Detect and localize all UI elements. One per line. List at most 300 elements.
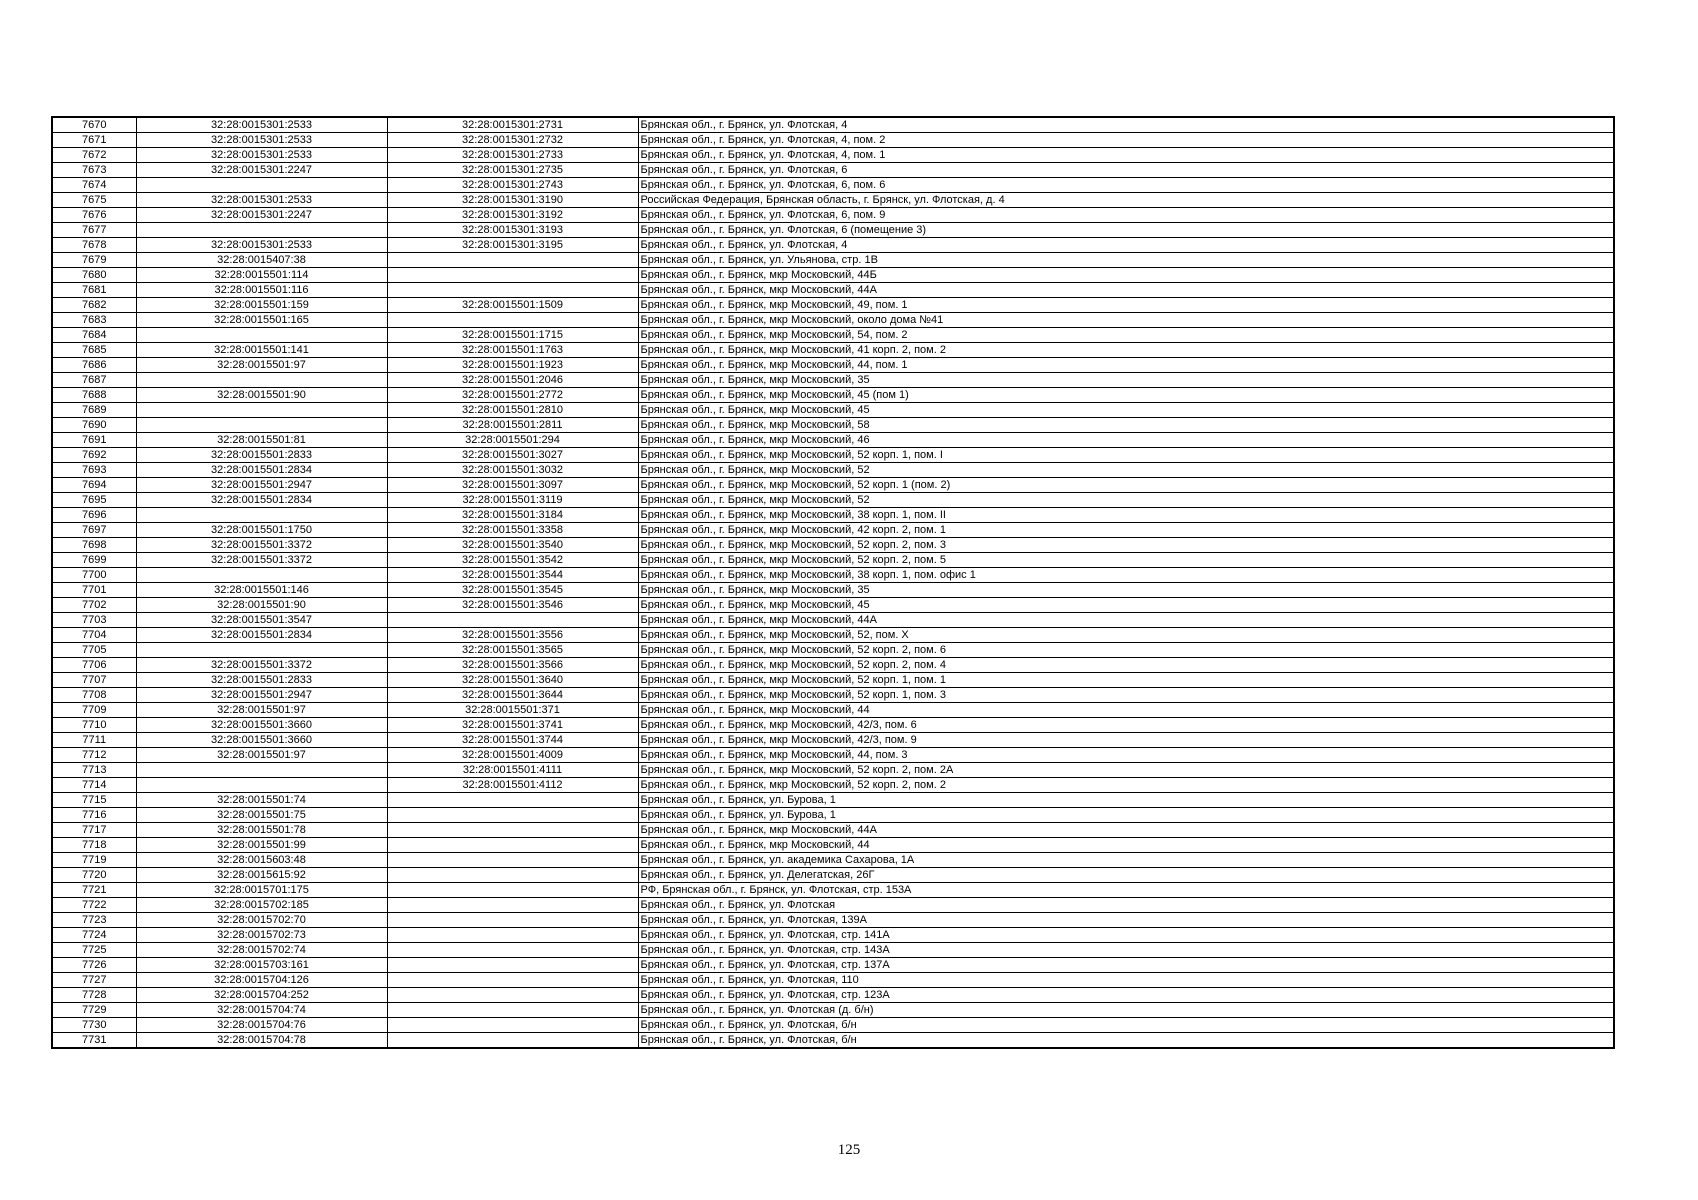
address-cell: Брянская обл., г. Брянск, мкр Московский, 44: [638, 838, 1614, 853]
table-row: [52, 928, 1614, 943]
land-cadastral-number-cell: 32:28:0015704:78: [136, 1033, 387, 1049]
object-cadastral-number-cell: [387, 898, 638, 913]
row-number-cell: 7702: [52, 598, 136, 613]
row-number-cell: 7699: [52, 553, 136, 568]
object-cadastral-number-cell: 32:28:0015501:4111: [387, 763, 638, 778]
row-number-cell: 7710: [52, 718, 136, 733]
table-row: [52, 988, 1614, 1003]
row-number-cell: 7672: [52, 148, 136, 163]
address-cell: Брянская обл., г. Брянск, ул. Флотская, 6 (помещение 3): [638, 223, 1614, 238]
row-number-cell: 7717: [52, 823, 136, 838]
address-cell: Брянская обл., г. Брянск, мкр Московский, 52 корп. 2, пом. 4: [638, 658, 1614, 673]
row-number-cell: 7690: [52, 418, 136, 433]
table-row: [52, 178, 1614, 193]
land-cadastral-number-cell: 32:28:0015501:90: [136, 598, 387, 613]
object-cadastral-number-cell: [387, 283, 638, 298]
land-cadastral-number-cell: 32:28:0015501:90: [136, 388, 387, 403]
table-row: [52, 703, 1614, 718]
land-cadastral-number-cell: 32:28:0015501:2833: [136, 673, 387, 688]
land-cadastral-number-cell: 32:28:0015501:3660: [136, 733, 387, 748]
object-cadastral-number-cell: [387, 1003, 638, 1018]
land-cadastral-number-cell: 32:28:0015501:74: [136, 793, 387, 808]
row-number-cell: 7694: [52, 478, 136, 493]
table-row: [52, 493, 1614, 508]
address-cell: Брянская обл., г. Брянск, ул. Флотская, б/н: [638, 1018, 1614, 1033]
row-number-cell: 7680: [52, 268, 136, 283]
table-row: [52, 298, 1614, 313]
table-row: [52, 688, 1614, 703]
land-cadastral-number-cell: 32:28:0015501:3372: [136, 658, 387, 673]
registry-table: [51, 116, 1615, 1049]
address-cell: Брянская обл., г. Брянск, мкр Московский, 46: [638, 433, 1614, 448]
table-row: [52, 133, 1614, 148]
table-row: [52, 208, 1614, 223]
land-cadastral-number-cell: 32:28:0015702:73: [136, 928, 387, 943]
address-cell: Брянская обл., г. Брянск, ул. Флотская, стр. 137А: [638, 958, 1614, 973]
row-number-cell: 7682: [52, 298, 136, 313]
table-row: [52, 658, 1614, 673]
table-row: [52, 943, 1614, 958]
address-cell: Брянская обл., г. Брянск, ул. Флотская, стр. 141А: [638, 928, 1614, 943]
table-row: [52, 538, 1614, 553]
land-cadastral-number-cell: 32:28:0015501:78: [136, 823, 387, 838]
object-cadastral-number-cell: [387, 988, 638, 1003]
object-cadastral-number-cell: 32:28:0015301:3193: [387, 223, 638, 238]
land-cadastral-number-cell: [136, 643, 387, 658]
row-number-cell: 7696: [52, 508, 136, 523]
land-cadastral-number-cell: 32:28:0015501:3372: [136, 538, 387, 553]
object-cadastral-number-cell: [387, 793, 638, 808]
table-row: [52, 1033, 1614, 1049]
table-row: [52, 358, 1614, 373]
row-number-cell: 7714: [52, 778, 136, 793]
land-cadastral-number-cell: 32:28:0015704:252: [136, 988, 387, 1003]
table-row: [52, 883, 1614, 898]
object-cadastral-number-cell: 32:28:0015501:3358: [387, 523, 638, 538]
land-cadastral-number-cell: [136, 403, 387, 418]
object-cadastral-number-cell: 32:28:0015501:3545: [387, 583, 638, 598]
object-cadastral-number-cell: 32:28:0015301:2732: [387, 133, 638, 148]
land-cadastral-number-cell: 32:28:0015702:185: [136, 898, 387, 913]
land-cadastral-number-cell: 32:28:0015501:141: [136, 343, 387, 358]
address-cell: Брянская обл., г. Брянск, мкр Московский, 52 корп. 2, пом. 6: [638, 643, 1614, 658]
object-cadastral-number-cell: 32:28:0015501:3184: [387, 508, 638, 523]
land-cadastral-number-cell: [136, 223, 387, 238]
row-number-cell: 7701: [52, 583, 136, 598]
land-cadastral-number-cell: 32:28:0015301:2247: [136, 208, 387, 223]
table-row: [52, 853, 1614, 868]
address-cell: Брянская обл., г. Брянск, мкр Московский, 52 корп. 2, пом. 2А: [638, 763, 1614, 778]
land-cadastral-number-cell: 32:28:0015501:159: [136, 298, 387, 313]
address-cell: Брянская обл., г. Брянск, мкр Московский, 52 корп. 1, пом. I: [638, 448, 1614, 463]
row-number-cell: 7708: [52, 688, 136, 703]
land-cadastral-number-cell: 32:28:0015501:146: [136, 583, 387, 598]
land-cadastral-number-cell: 32:28:0015501:165: [136, 313, 387, 328]
object-cadastral-number-cell: 32:28:0015501:1715: [387, 328, 638, 343]
row-number-cell: 7706: [52, 658, 136, 673]
object-cadastral-number-cell: [387, 958, 638, 973]
row-number-cell: 7687: [52, 373, 136, 388]
address-cell: Брянская обл., г. Брянск, ул. Флотская (д. б/н): [638, 1003, 1614, 1018]
address-cell: Брянская обл., г. Брянск, мкр Московский, 52: [638, 493, 1614, 508]
land-cadastral-number-cell: 32:28:0015501:2834: [136, 463, 387, 478]
row-number-cell: 7698: [52, 538, 136, 553]
land-cadastral-number-cell: 32:28:0015501:97: [136, 748, 387, 763]
table-row: [52, 868, 1614, 883]
land-cadastral-number-cell: 32:28:0015301:2533: [136, 148, 387, 163]
land-cadastral-number-cell: 32:28:0015501:3372: [136, 553, 387, 568]
row-number-cell: 7727: [52, 973, 136, 988]
object-cadastral-number-cell: 32:28:0015501:1923: [387, 358, 638, 373]
address-cell: Брянская обл., г. Брянск, мкр Московский, 44Б: [638, 268, 1614, 283]
page-number: 125: [837, 1142, 861, 1158]
address-cell: Брянская обл., г. Брянск, мкр Московский, около дома №41: [638, 313, 1614, 328]
address-cell: Брянская обл., г. Брянск, ул. Флотская, 139А: [638, 913, 1614, 928]
row-number-cell: 7678: [52, 238, 136, 253]
row-number-cell: 7729: [52, 1003, 136, 1018]
address-cell: Брянская обл., г. Брянск, мкр Московский, 44А: [638, 613, 1614, 628]
row-number-cell: 7671: [52, 133, 136, 148]
row-number-cell: 7703: [52, 613, 136, 628]
land-cadastral-number-cell: 32:28:0015702:70: [136, 913, 387, 928]
land-cadastral-number-cell: [136, 778, 387, 793]
land-cadastral-number-cell: 32:28:0015301:2247: [136, 163, 387, 178]
row-number-cell: 7709: [52, 703, 136, 718]
address-cell: Брянская обл., г. Брянск, ул. Бурова, 1: [638, 808, 1614, 823]
row-number-cell: 7674: [52, 178, 136, 193]
object-cadastral-number-cell: 32:28:0015501:4009: [387, 748, 638, 763]
row-number-cell: 7719: [52, 853, 136, 868]
row-number-cell: 7695: [52, 493, 136, 508]
address-cell: Брянская обл., г. Брянск, мкр Московский, 45: [638, 598, 1614, 613]
land-cadastral-number-cell: [136, 568, 387, 583]
address-cell: Брянская обл., г. Брянск, мкр Московский, 44, пом. 3: [638, 748, 1614, 763]
land-cadastral-number-cell: [136, 328, 387, 343]
table-row: [52, 778, 1614, 793]
row-number-cell: 7700: [52, 568, 136, 583]
table-row: [52, 913, 1614, 928]
address-cell: Брянская обл., г. Брянск, мкр Московский, 58: [638, 418, 1614, 433]
address-cell: Брянская обл., г. Брянск, мкр Московский, 54, пом. 2: [638, 328, 1614, 343]
row-number-cell: 7691: [52, 433, 136, 448]
object-cadastral-number-cell: [387, 853, 638, 868]
address-cell: Брянская обл., г. Брянск, мкр Московский, 52: [638, 463, 1614, 478]
address-cell: Брянская обл., г. Брянск, ул. Бурова, 1: [638, 793, 1614, 808]
address-cell: Брянская обл., г. Брянск, мкр Московский, 45 (пом 1): [638, 388, 1614, 403]
address-cell: Брянская обл., г. Брянск, мкр Московский, 52, пом. X: [638, 628, 1614, 643]
row-number-cell: 7715: [52, 793, 136, 808]
table-row: [52, 508, 1614, 523]
land-cadastral-number-cell: 32:28:0015501:99: [136, 838, 387, 853]
object-cadastral-number-cell: 32:28:0015501:2811: [387, 418, 638, 433]
row-number-cell: 7728: [52, 988, 136, 1003]
object-cadastral-number-cell: 32:28:0015501:3556: [387, 628, 638, 643]
row-number-cell: 7670: [52, 117, 136, 133]
table-row: [52, 328, 1614, 343]
table-row: [52, 238, 1614, 253]
row-number-cell: 7689: [52, 403, 136, 418]
land-cadastral-number-cell: 32:28:0015704:76: [136, 1018, 387, 1033]
table-row: [52, 763, 1614, 778]
land-cadastral-number-cell: 32:28:0015407:38: [136, 253, 387, 268]
object-cadastral-number-cell: [387, 928, 638, 943]
row-number-cell: 7711: [52, 733, 136, 748]
row-number-cell: 7724: [52, 928, 136, 943]
object-cadastral-number-cell: [387, 313, 638, 328]
address-cell: Брянская обл., г. Брянск, мкр Московский, 38 корп. 1, пом. II: [638, 508, 1614, 523]
row-number-cell: 7681: [52, 283, 136, 298]
land-cadastral-number-cell: 32:28:0015501:2947: [136, 478, 387, 493]
address-cell: Брянская обл., г. Брянск, мкр Московский, 52 корп. 2, пом. 3: [638, 538, 1614, 553]
object-cadastral-number-cell: 32:28:0015501:3032: [387, 463, 638, 478]
table-row: [52, 193, 1614, 208]
object-cadastral-number-cell: 32:28:0015501:2772: [387, 388, 638, 403]
address-cell: Брянская обл., г. Брянск, мкр Московский, 35: [638, 583, 1614, 598]
object-cadastral-number-cell: 32:28:0015501:371: [387, 703, 638, 718]
land-cadastral-number-cell: 32:28:0015702:74: [136, 943, 387, 958]
land-cadastral-number-cell: [136, 418, 387, 433]
object-cadastral-number-cell: 32:28:0015301:2735: [387, 163, 638, 178]
address-cell: Российская Федерация, Брянская область, г. Брянск, ул. Флотская, д. 4: [638, 193, 1614, 208]
table-row: [52, 553, 1614, 568]
object-cadastral-number-cell: [387, 943, 638, 958]
object-cadastral-number-cell: 32:28:0015501:2046: [387, 373, 638, 388]
row-number-cell: 7707: [52, 673, 136, 688]
table-row: [52, 283, 1614, 298]
address-cell: Брянская обл., г. Брянск, мкр Московский, 52 корп. 1 (пом. 2): [638, 478, 1614, 493]
table-row: [52, 898, 1614, 913]
object-cadastral-number-cell: [387, 973, 638, 988]
address-cell: Брянская обл., г. Брянск, мкр Московский, 42 корп. 2, пом. 1: [638, 523, 1614, 538]
row-number-cell: 7693: [52, 463, 136, 478]
table-row: [52, 613, 1614, 628]
table-row: [52, 628, 1614, 643]
table-row: [52, 808, 1614, 823]
table-row: [52, 418, 1614, 433]
row-number-cell: 7712: [52, 748, 136, 763]
address-cell: Брянская обл., г. Брянск, ул. Флотская: [638, 898, 1614, 913]
land-cadastral-number-cell: 32:28:0015603:48: [136, 853, 387, 868]
address-cell: Брянская обл., г. Брянск, мкр Московский, 42/3, пом. 6: [638, 718, 1614, 733]
land-cadastral-number-cell: 32:28:0015615:92: [136, 868, 387, 883]
address-cell: Брянская обл., г. Брянск, ул. Флотская, 6, пом. 6: [638, 178, 1614, 193]
object-cadastral-number-cell: 32:28:0015501:1509: [387, 298, 638, 313]
land-cadastral-number-cell: 32:28:0015501:2834: [136, 493, 387, 508]
address-cell: Брянская обл., г. Брянск, мкр Московский, 35: [638, 373, 1614, 388]
address-cell: Брянская обл., г. Брянск, ул. Флотская, 4: [638, 117, 1614, 133]
object-cadastral-number-cell: [387, 1033, 638, 1049]
land-cadastral-number-cell: [136, 508, 387, 523]
land-cadastral-number-cell: 32:28:0015703:161: [136, 958, 387, 973]
object-cadastral-number-cell: [387, 253, 638, 268]
address-cell: РФ, Брянская обл., г. Брянск, ул. Флотская, стр. 153А: [638, 883, 1614, 898]
address-cell: Брянская обл., г. Брянск, мкр Московский, 41 корп. 2, пом. 2: [638, 343, 1614, 358]
table-row: [52, 793, 1614, 808]
land-cadastral-number-cell: 32:28:0015704:126: [136, 973, 387, 988]
table-row: [52, 388, 1614, 403]
land-cadastral-number-cell: 32:28:0015501:97: [136, 358, 387, 373]
land-cadastral-number-cell: 32:28:0015301:2533: [136, 133, 387, 148]
object-cadastral-number-cell: 32:28:0015501:3565: [387, 643, 638, 658]
land-cadastral-number-cell: [136, 178, 387, 193]
object-cadastral-number-cell: 32:28:0015301:2731: [387, 117, 638, 133]
object-cadastral-number-cell: 32:28:0015501:3640: [387, 673, 638, 688]
land-cadastral-number-cell: 32:28:0015501:3660: [136, 718, 387, 733]
row-number-cell: 7716: [52, 808, 136, 823]
row-number-cell: 7675: [52, 193, 136, 208]
object-cadastral-number-cell: [387, 868, 638, 883]
land-cadastral-number-cell: 32:28:0015501:2834: [136, 628, 387, 643]
table-body: [52, 117, 1614, 1048]
row-number-cell: 7713: [52, 763, 136, 778]
row-number-cell: 7722: [52, 898, 136, 913]
land-cadastral-number-cell: 32:28:0015501:2833: [136, 448, 387, 463]
table-row: [52, 958, 1614, 973]
object-cadastral-number-cell: 32:28:0015501:2810: [387, 403, 638, 418]
address-cell: Брянская обл., г. Брянск, ул. Флотская, стр. 143А: [638, 943, 1614, 958]
row-number-cell: 7686: [52, 358, 136, 373]
address-cell: Брянская обл., г. Брянск, мкр Московский, 45: [638, 403, 1614, 418]
object-cadastral-number-cell: 32:28:0015501:3027: [387, 448, 638, 463]
object-cadastral-number-cell: 32:28:0015501:3546: [387, 598, 638, 613]
table-row: [52, 1018, 1614, 1033]
row-number-cell: 7730: [52, 1018, 136, 1033]
address-cell: Брянская обл., г. Брянск, ул. Ульянова, стр. 1В: [638, 253, 1614, 268]
object-cadastral-number-cell: 32:28:0015301:3190: [387, 193, 638, 208]
table-row: [52, 598, 1614, 613]
table-row: [52, 373, 1614, 388]
land-cadastral-number-cell: 32:28:0015501:2947: [136, 688, 387, 703]
row-number-cell: 7679: [52, 253, 136, 268]
table-row: [52, 568, 1614, 583]
object-cadastral-number-cell: [387, 823, 638, 838]
object-cadastral-number-cell: 32:28:0015301:2733: [387, 148, 638, 163]
row-number-cell: 7705: [52, 643, 136, 658]
table-row: [52, 748, 1614, 763]
address-cell: Брянская обл., г. Брянск, ул. Флотская, 110: [638, 973, 1614, 988]
row-number-cell: 7673: [52, 163, 136, 178]
land-cadastral-number-cell: 32:28:0015501:116: [136, 283, 387, 298]
table-row: [52, 1003, 1614, 1018]
land-cadastral-number-cell: 32:28:0015501:114: [136, 268, 387, 283]
land-cadastral-number-cell: 32:28:0015501:75: [136, 808, 387, 823]
table-row: [52, 253, 1614, 268]
address-cell: Брянская обл., г. Брянск, мкр Московский, 44А: [638, 283, 1614, 298]
address-cell: Брянская обл., г. Брянск, ул. Делегатская, 26Г: [638, 868, 1614, 883]
land-cadastral-number-cell: 32:28:0015501:97: [136, 703, 387, 718]
land-cadastral-number-cell: 32:28:0015301:2533: [136, 193, 387, 208]
object-cadastral-number-cell: 32:28:0015501:3644: [387, 688, 638, 703]
object-cadastral-number-cell: 32:28:0015501:3566: [387, 658, 638, 673]
address-cell: Брянская обл., г. Брянск, ул. Флотская, 4, пом. 2: [638, 133, 1614, 148]
address-cell: Брянская обл., г. Брянск, мкр Московский, 44А: [638, 823, 1614, 838]
table-row: [52, 448, 1614, 463]
address-cell: Брянская обл., г. Брянск, ул. академика Сахарова, 1А: [638, 853, 1614, 868]
table-row: [52, 463, 1614, 478]
row-number-cell: 7685: [52, 343, 136, 358]
address-cell: Брянская обл., г. Брянск, мкр Московский, 52 корп. 2, пом. 2: [638, 778, 1614, 793]
table-row: [52, 163, 1614, 178]
address-cell: Брянская обл., г. Брянск, ул. Флотская, стр. 123А: [638, 988, 1614, 1003]
table-row: [52, 117, 1614, 133]
object-cadastral-number-cell: 32:28:0015501:4112: [387, 778, 638, 793]
object-cadastral-number-cell: 32:28:0015501:3741: [387, 718, 638, 733]
row-number-cell: 7697: [52, 523, 136, 538]
table-row: [52, 403, 1614, 418]
object-cadastral-number-cell: 32:28:0015301:3195: [387, 238, 638, 253]
object-cadastral-number-cell: 32:28:0015501:3544: [387, 568, 638, 583]
address-cell: Брянская обл., г. Брянск, мкр Московский, 52 корп. 2, пом. 5: [638, 553, 1614, 568]
row-number-cell: 7725: [52, 943, 136, 958]
address-cell: Брянская обл., г. Брянск, ул. Флотская, 6: [638, 163, 1614, 178]
table-row: [52, 523, 1614, 538]
row-number-cell: 7726: [52, 958, 136, 973]
object-cadastral-number-cell: 32:28:0015301:3192: [387, 208, 638, 223]
object-cadastral-number-cell: [387, 838, 638, 853]
land-cadastral-number-cell: 32:28:0015501:3547: [136, 613, 387, 628]
row-number-cell: 7720: [52, 868, 136, 883]
row-number-cell: 7676: [52, 208, 136, 223]
object-cadastral-number-cell: [387, 883, 638, 898]
row-number-cell: 7684: [52, 328, 136, 343]
object-cadastral-number-cell: 32:28:0015501:3097: [387, 478, 638, 493]
object-cadastral-number-cell: 32:28:0015501:3542: [387, 553, 638, 568]
address-cell: Брянская обл., г. Брянск, мкр Московский, 49, пом. 1: [638, 298, 1614, 313]
address-cell: Брянская обл., г. Брянск, мкр Московский, 38 корп. 1, пом. офис 1: [638, 568, 1614, 583]
table-row: [52, 583, 1614, 598]
object-cadastral-number-cell: 32:28:0015501:3540: [387, 538, 638, 553]
address-cell: Брянская обл., г. Брянск, ул. Флотская, 6, пом. 9: [638, 208, 1614, 223]
address-cell: Брянская обл., г. Брянск, мкр Московский, 44: [638, 703, 1614, 718]
object-cadastral-number-cell: 32:28:0015501:294: [387, 433, 638, 448]
table-row: [52, 718, 1614, 733]
table-row: [52, 733, 1614, 748]
row-number-cell: 7677: [52, 223, 136, 238]
row-number-cell: 7688: [52, 388, 136, 403]
address-cell: Брянская обл., г. Брянск, ул. Флотская, б/н: [638, 1033, 1614, 1049]
table-row: [52, 823, 1614, 838]
row-number-cell: 7721: [52, 883, 136, 898]
object-cadastral-number-cell: [387, 913, 638, 928]
table-row: [52, 313, 1614, 328]
address-cell: Брянская обл., г. Брянск, ул. Флотская, 4, пом. 1: [638, 148, 1614, 163]
object-cadastral-number-cell: [387, 268, 638, 283]
table-row: [52, 433, 1614, 448]
object-cadastral-number-cell: 32:28:0015501:1763: [387, 343, 638, 358]
object-cadastral-number-cell: 32:28:0015501:3744: [387, 733, 638, 748]
table-row: [52, 268, 1614, 283]
land-cadastral-number-cell: [136, 763, 387, 778]
land-cadastral-number-cell: 32:28:0015701:175: [136, 883, 387, 898]
row-number-cell: 7683: [52, 313, 136, 328]
land-cadastral-number-cell: 32:28:0015501:81: [136, 433, 387, 448]
address-cell: Брянская обл., г. Брянск, мкр Московский, 52 корп. 1, пом. 1: [638, 673, 1614, 688]
land-cadastral-number-cell: 32:28:0015301:2533: [136, 117, 387, 133]
table-row: [52, 643, 1614, 658]
address-cell: Брянская обл., г. Брянск, мкр Московский, 52 корп. 1, пом. 3: [638, 688, 1614, 703]
land-cadastral-number-cell: 32:28:0015501:1750: [136, 523, 387, 538]
table-row: [52, 223, 1614, 238]
row-number-cell: 7723: [52, 913, 136, 928]
address-cell: Брянская обл., г. Брянск, мкр Московский, 42/3, пом. 9: [638, 733, 1614, 748]
table-row: [52, 478, 1614, 493]
object-cadastral-number-cell: 32:28:0015501:3119: [387, 493, 638, 508]
land-cadastral-number-cell: 32:28:0015301:2533: [136, 238, 387, 253]
row-number-cell: 7692: [52, 448, 136, 463]
land-cadastral-number-cell: 32:28:0015704:74: [136, 1003, 387, 1018]
row-number-cell: 7718: [52, 838, 136, 853]
table-row: [52, 148, 1614, 163]
